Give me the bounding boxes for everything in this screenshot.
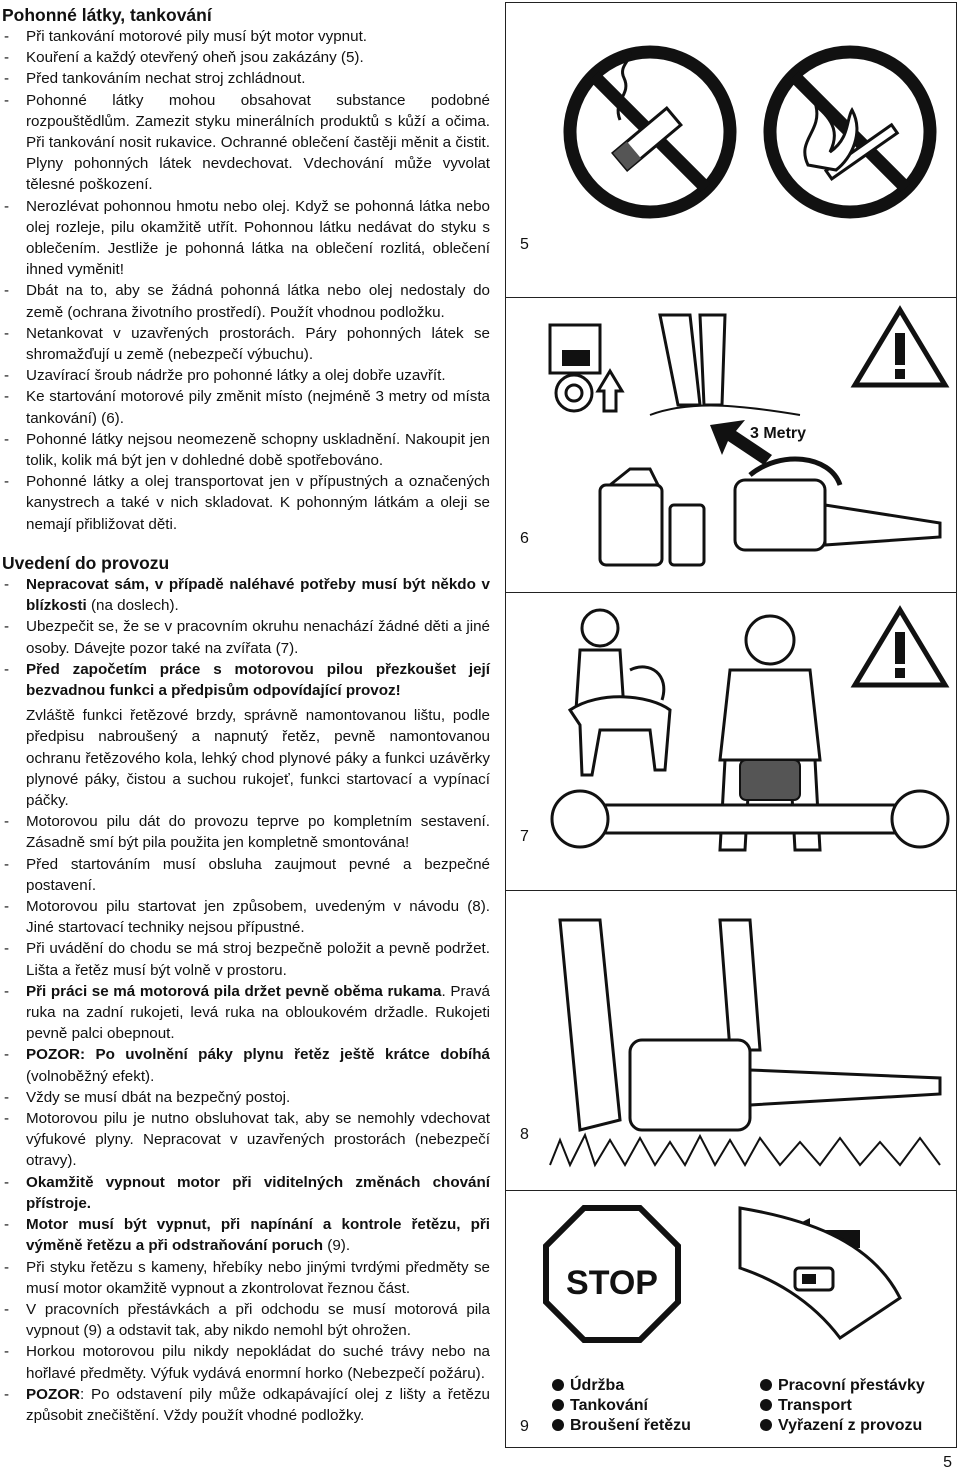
list-item: - Netankovat v uzavřených prostorách. Páry pohonných látek se shromažďují u země (nebezpečí výbuchu). [0,323,490,365]
bold-text: Motor musí být vypnut, při napínání a kontrole řetězu, při výměně řetězu a při odstraňování poruch [26,1216,490,1255]
child-icon [576,610,624,710]
stop-sign-icon [546,1208,678,1340]
list-item: - Při tankování motorové pily musí být motor vypnut. [0,26,490,47]
bullet-icon [760,1419,772,1431]
legend-label: Pracovní přestávky [778,1377,925,1394]
stop-switch-icon [740,1208,900,1338]
no-smoking-icon [570,52,730,212]
list-text: . Pravá ruka na zadní rukojeti, levá ruka na obloukovém držadle. Rukojeti pevně palci obepnout. [26,982,490,1043]
starting-position-figure [540,900,950,1185]
legend-item [552,1376,691,1396]
section-fuel [0,4,490,535]
legend-item [552,1416,691,1436]
list-item: - Motorovou pilu je nutno obsluhovat tak, aby se nemohly vdechovat výfukové plyny. Nepracovat v uzavřených prostorách (nebezpečí otravy). [0,1108,490,1172]
list-item [0,1384,490,1426]
list-item: - V pracovních přestávkách a při odchodu se musí motorová pila vypnout (9) a odstavit tak, aby nikdo nemohl být ohrožen. [0,1299,490,1341]
legend-label: Transport [778,1397,852,1414]
list-text: : Po odstavení pily může odkapávající olej z lišty a řetězu způsobit znečištění. Vždy použít vhodné podložky. [26,1385,490,1424]
legend-label: Broušení řetězu [570,1417,691,1434]
chainsaw-icon [630,1040,940,1130]
list-item: - Pohonné látky mohou obsahovat substance podobné rozpouštědlům. Zamezit styku minerálních produktů s kůží a očima. Při tankování nosit rukavice. Ochranné oblečení častěji měnit a čistit. Plyny pohonných látek nevdechovat. Vdechování může vyvolat tělesné poškození. [0,90,490,196]
bold-text: POZOR [26,1385,81,1403]
chainsaw-icon [740,760,800,800]
section-title-fuel: Pohonné látky, tankování [2,5,212,25]
bullet-icon [760,1399,772,1411]
figure-number-6: 6 [520,530,529,547]
legend-label: Údržba [570,1377,625,1394]
list-text: (9). [323,1237,351,1255]
figure-number-9: 9 [520,1418,529,1435]
list-item: - Nerozlévat pohonnou hmotu nebo olej. Když se pohonná látka nebo olej rozleje, pilu okamžitě utřít. Pohonnou látku nedávat do styku s oblečením. Jestliže je pohonná látka na oblečení rozlitá, oblečení ihned vyměnit! [0,196,490,281]
refuel-distance-figure [540,305,950,585]
bold-text: Před započetím práce s motorovou pilou přezkoušet její bezvadnou funkci a předpisům odpovídající provoz! [26,660,490,700]
figure-number-5: 5 [520,236,529,253]
legend-left [552,1376,691,1436]
grass-icon [550,1135,940,1165]
list-item: - Motorovou pilu startovat jen způsobem, uvedeným v návodu (8). Jiné startovací techniky nejsou přípustné. [0,896,490,938]
legend-item [760,1416,925,1436]
panel-divider [505,1190,957,1191]
bullet-icon [552,1399,564,1411]
bystanders-figure [540,600,950,885]
list-item: - Dbát na to, aby se žádná pohonná látka nebo olej nedostaly do země (ochrana životního prostředí). Použít vhodnou podložku. [0,280,490,322]
list-item: - Vždy se musí dbát na bezpečný postoj. [0,1087,490,1108]
list-item: - Uzavírací šroub nádrže pro pohonné látky a olej dobře uzavřít. [0,365,490,386]
fuel-pump-icon [550,325,622,411]
list-item: - Před startováním musí obsluha zaujmout pevné a bezpečné postavení. [0,854,490,896]
legend-item [552,1396,691,1416]
list-item [0,574,490,616]
page-number: 5 [943,1454,952,1471]
no-open-flame-icon [770,52,930,212]
list-item: - Kouření a každý otevřený oheň jsou zakázány (5). [0,47,490,68]
list-item: - Motorovou pilu dát do provozu teprve po kompletním sestavení. Zásadně smí být pila použita jen kompletně smontována! [0,811,490,853]
distance-label: 3 Metry [750,425,807,442]
chainsaw-icon [735,459,940,550]
section-title-startup: Uvedení do provozu [2,553,170,573]
figure-number-7: 7 [520,828,529,845]
list-item: - Při styku řetězu s kameny, hřebíky nebo jinými tvrdými předměty se musí motor okamžitě vypnout a zkontrolovat řeznou část. [0,1257,490,1299]
warning-triangle-icon [855,610,945,685]
figure-number-8: 8 [520,1126,529,1143]
list-item: - Ke startování motorové pily změnit místo (nejméně 3 metry od místa tankování) (6). [0,386,490,428]
bold-text: POZOR: Po uvolnění páky plynu řetěz ještě krátce dobíhá [26,1046,490,1064]
startup-list [0,574,490,1426]
list-item [0,981,490,1045]
list-item: - Horkou motorovou pilu nikdy nepokládat do suché trávy nebo na hořlavé předměty. Výfuk vydává enormní horko (Nebezpečí požáru). [0,1341,490,1383]
list-item [0,1214,490,1256]
section-startup [0,552,490,1426]
bold-text: Okamžitě vypnout motor při viditelných změnách chování přístroje. [26,1173,490,1212]
list-item: Zvláště funkci řetězové brzdy, správně namontovanou lištu, podle předpisu nabroušený a napnutý řetěz, pevně namontovanou ochranu řetězového kola, lehký chod plynové páky a funkci uzávěrky plynové páky, čistou a suchou rukojeť, funkci startovací a vypínací páčky. [26,707,490,810]
no-smoking-no-fire-icon [560,40,940,230]
fuel-canister-icon [600,469,704,565]
list-item: - Pohonné látky a olej transportovat jen v přípustných a označených kanystrech a také v nich skladovat. K pohonným látkám a oleji se nemají přibližovat děti. [0,471,490,535]
legend-item [760,1396,925,1416]
legend-label: Tankování [570,1397,648,1414]
list-item: - Před tankováním nechat stroj zchládnout. [0,68,490,89]
bold-text: Při práci se má motorová pila držet pevně oběma rukama [26,982,442,1000]
fuel-list [0,26,490,535]
panel-divider [505,592,957,593]
legend-right [760,1376,925,1436]
list-text: (na doslech). [86,597,179,615]
list-item: - Ubezpečit se, že se v pracovním okruhu nenachází žádné děti a jiné osoby. Dávejte pozor také na zvířata (7). [0,616,490,658]
bullet-icon [760,1379,772,1391]
list-item: - Pohonné látky nejsou neomezeně schopny uskladnění. Nakoupit jen tolik, kolik má být jen v dohledné době spotřebováno. [0,429,490,471]
list-item [0,1172,490,1214]
legend-item [760,1376,925,1396]
list-item [0,1044,490,1086]
bullet-icon [552,1379,564,1391]
person-legs-icon [650,315,800,415]
panel-divider [505,297,957,298]
list-text: (volnoběžný efekt). [26,1067,155,1085]
list-item [0,659,490,701]
bold-text: Nepracovat sám, v případě naléhavé potřeby musí být někdo v blízkosti [26,576,490,615]
bullet-icon [552,1419,564,1431]
list-item: - Při uvádění do chodu se má stroj bezpečně položit a pevně podržet. Lišta a řetěz musí být volně v prostoru. [0,938,490,980]
warning-triangle-icon [855,310,945,385]
stop-figure [540,1198,950,1368]
stop-sign-text: STOP [566,1264,658,1302]
panel-divider [505,890,957,891]
legend-label: Vyřazení z provozu [778,1417,923,1434]
